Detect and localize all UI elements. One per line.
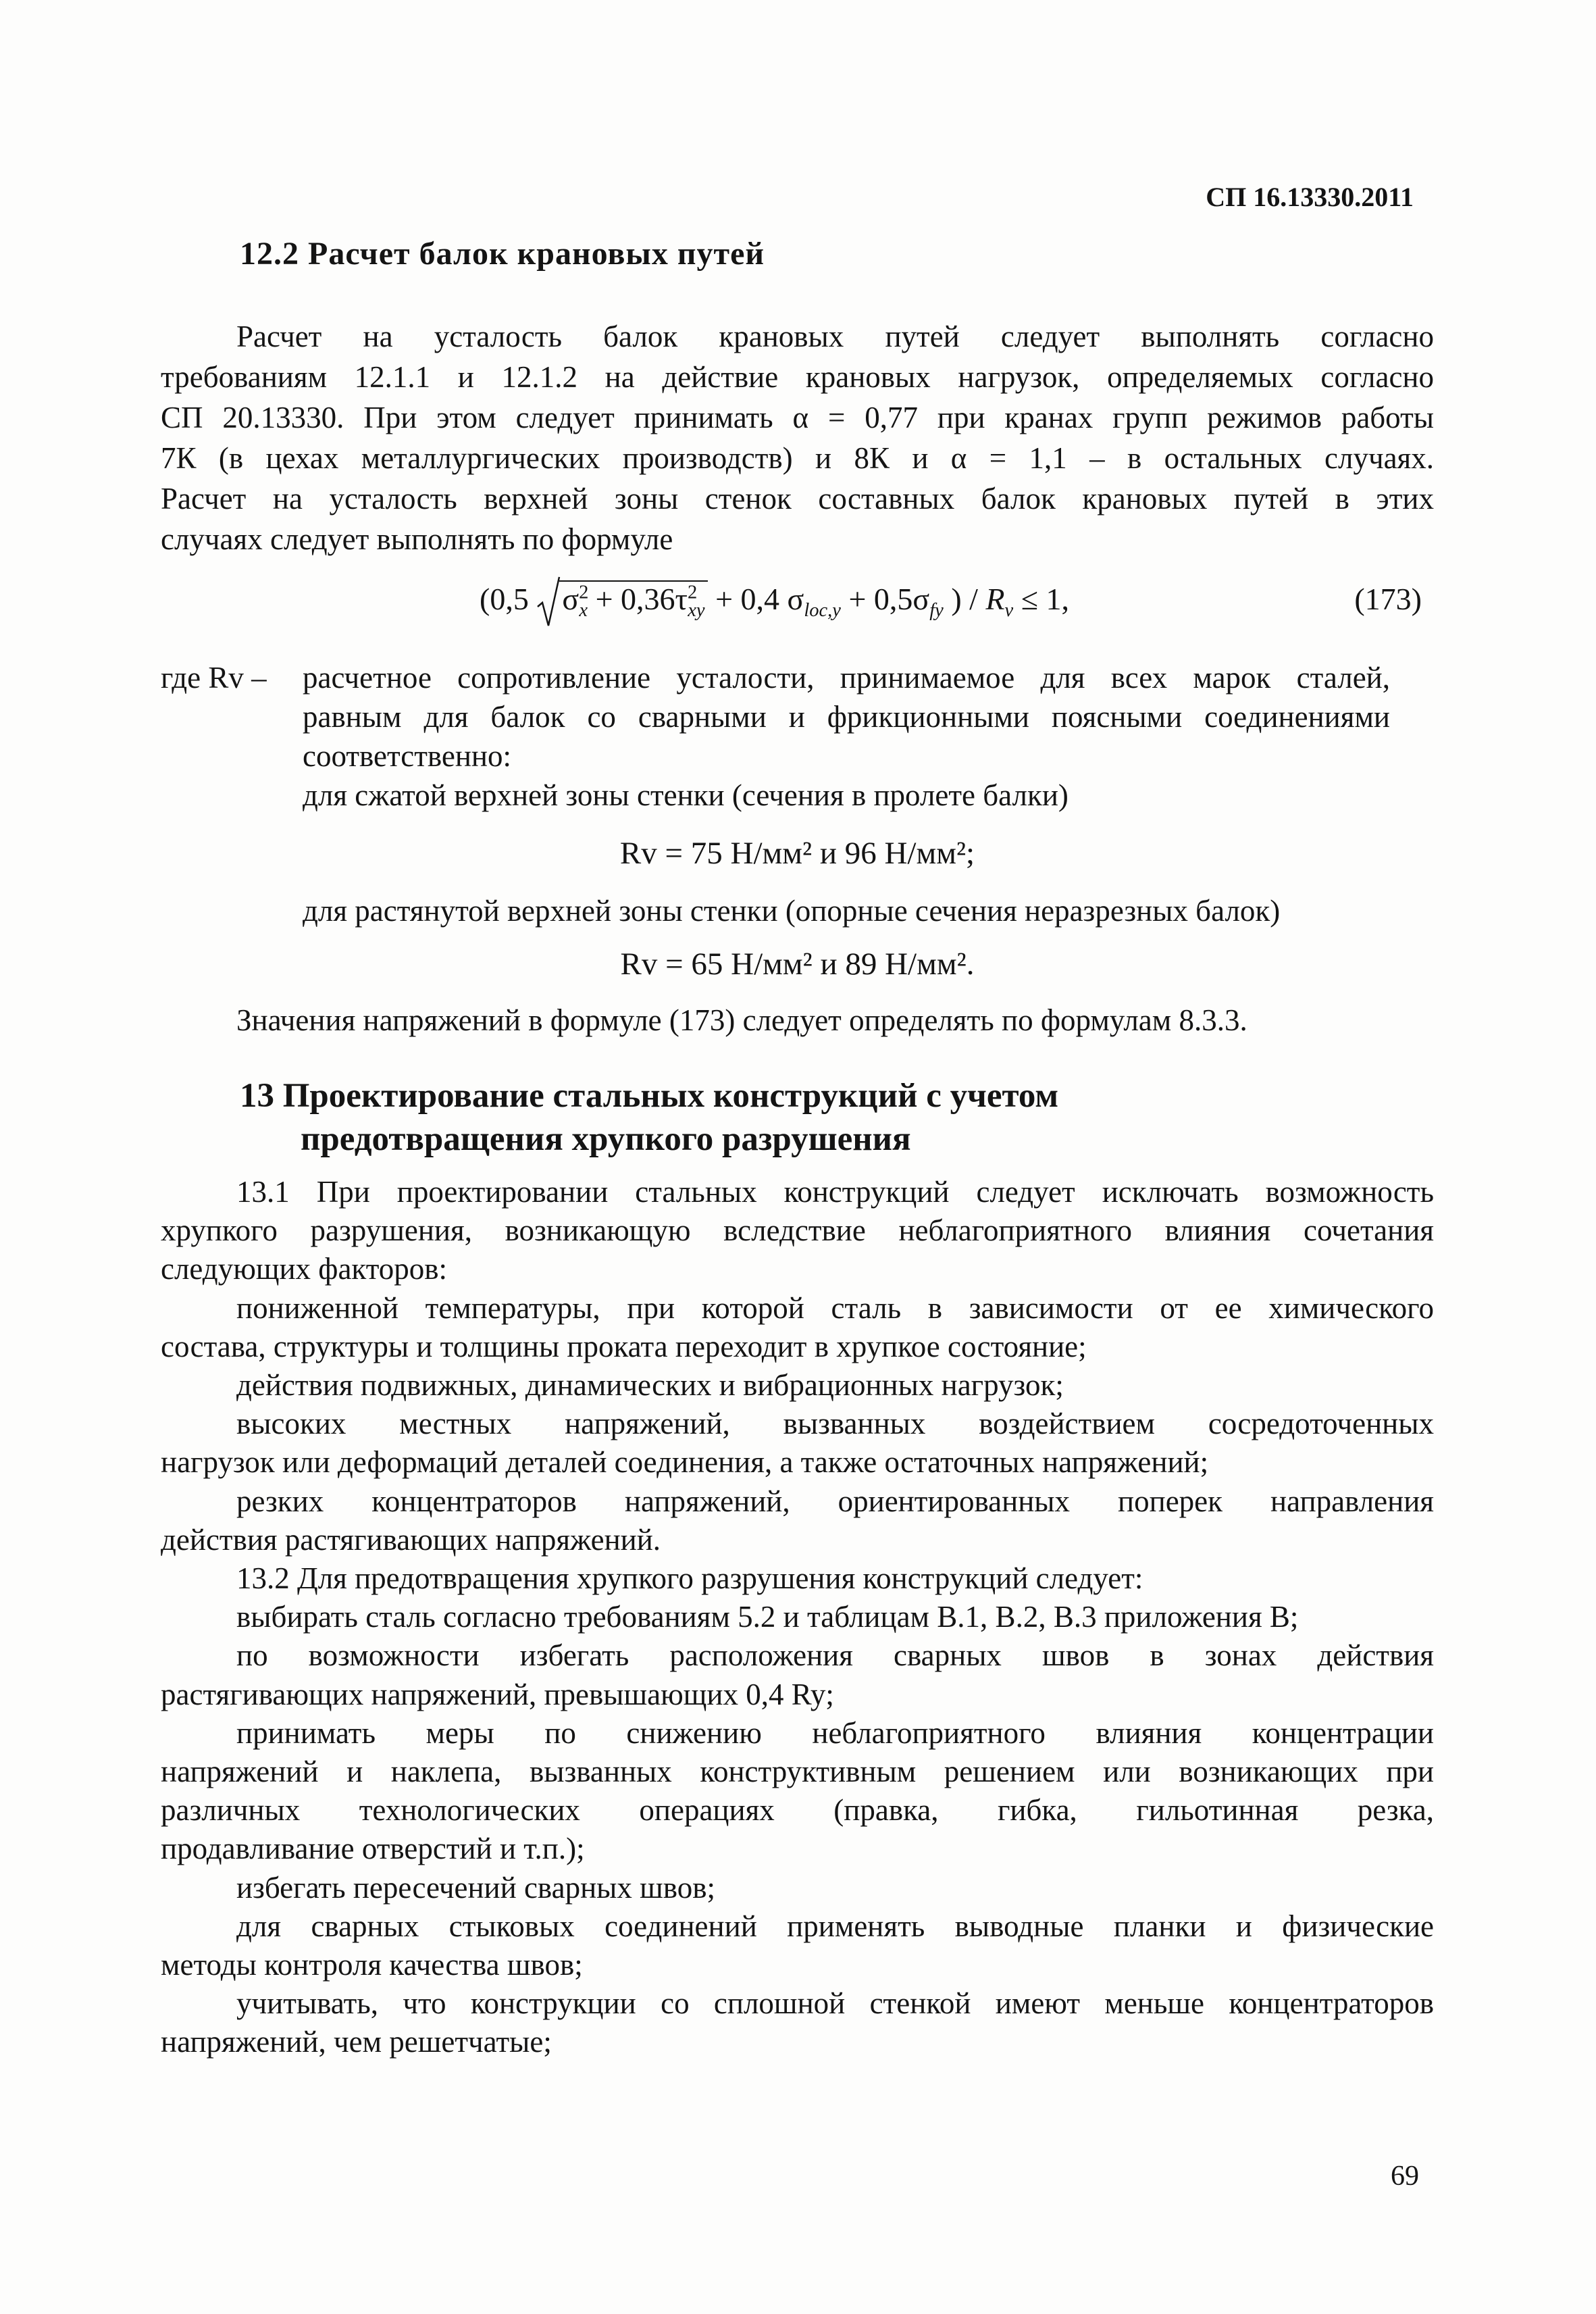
text-line: равным для балок со сварными и фрикционными поясными соединениями: [303, 700, 1390, 734]
text-line: требованиям 12.1.1 и 12.1.2 на действие крановых нагрузок, определяемых согласно: [161, 360, 1434, 394]
square-root: $\sigma^2_x + 0,36\tau^2_{xy}$: [536, 581, 707, 622]
document-code: СП 16.13330.2011: [1206, 182, 1414, 212]
text-line: выбирать сталь согласно требованиям 5.2 и таблицам В.1, В.2, В.3 приложения В;: [236, 1600, 1299, 1634]
text-line: учитывать, что конструкции со сплошной стенкой имеют меньше концентраторов: [236, 1986, 1434, 2021]
page-number: 69: [1391, 2161, 1419, 2192]
closing-sentence: Значения напряжений в формуле (173) следует определять по формулам 8.3.3.: [236, 1003, 1247, 1037]
where-lead: где Rv –: [161, 661, 267, 695]
text-line: нагрузок или деформаций деталей соединения, а также остаточных напряжений;: [161, 1445, 1209, 1480]
text-line: методы контроля качества швов;: [161, 1948, 583, 1982]
tensioned-zone-label: для растянутой верхней зоны стенки (опорные сечения неразрезных балок): [303, 894, 1281, 928]
text-line: хрупкого разрушения, возникающую вследствие неблагоприятного влияния сочетания: [161, 1213, 1434, 1248]
formula-173: (0,5 $\sigma^2_x + 0,36\tau^2_{xy} + 0,4$ $\sigma_{loc,y} + 0,5\sigma_{fy}$ ) / $R_v \le 1$,: [480, 581, 1069, 622]
text-line: 13.2 Для предотвращения хрупкого разрушения конструкций следует:: [236, 1561, 1143, 1596]
text-line: случаях следует выполнять по формуле: [161, 522, 673, 556]
text-line: СП 20.13330. При этом следует принимать α = 0,77 при кранах групп режимов работы: [161, 401, 1434, 434]
text-line: соответственно:: [303, 739, 511, 773]
text-line: напряжений и наклепа, вызванных конструктивным решением или возникающих при: [161, 1755, 1434, 1789]
text-line: 7К (в цехах металлургических производств) и 8К и α = 1,1 – в остальных случаях.: [161, 441, 1434, 475]
tensioned-zone-value: Rv = 65 Н/мм² и 89 Н/мм².: [620, 947, 975, 982]
text-line: растягивающих напряжений, превышающих 0,4 Ry;: [161, 1677, 834, 1711]
text-line: различных технологических операциях (правка, гибка, гильотинная резка,: [161, 1793, 1434, 1828]
section-12-2-title: 12.2 Расчет балок крановых путей: [240, 236, 765, 272]
section-13-body: [161, 1173, 1434, 2062]
section-12-2-paragraph: [161, 316, 1434, 559]
text-line: действия растягивающих напряжений.: [161, 1522, 661, 1557]
formula-number: (173): [1354, 582, 1422, 616]
section-13-title-line: 13 Проектирование стальных конструкций с учетом: [240, 1077, 1059, 1115]
text-line: расчетное сопротивление усталости, принимаемое для всех марок сталей,: [303, 661, 1390, 695]
text-line: принимать меры по снижению неблагоприятного влияния концентрации: [236, 1715, 1434, 1750]
section-13-title: [240, 1074, 1058, 1161]
text-line: 13.1 При проектировании стальных конструкций следует исключать возможность: [236, 1175, 1434, 1209]
text-line: для сварных стыковых соединений применять выводные планки и физические: [236, 1909, 1434, 1943]
text-line: Расчет на усталость верхней зоны стенок составных балок крановых путей в этих: [161, 482, 1434, 515]
text-line: Расчет на усталость балок крановых путей следует выполнять согласно: [236, 320, 1434, 353]
text-line: пониженной температуры, при которой сталь в зависимости от ее химического: [236, 1290, 1434, 1325]
compressed-zone-value: Rv = 75 Н/мм² и 96 Н/мм²;: [619, 836, 975, 871]
text-line: состава, структуры и толщины проката переходит в хрупкое состояние;: [161, 1329, 1087, 1363]
compressed-zone-label: для сжатой верхней зоны стенки (сечения в пролете балки): [303, 778, 1069, 812]
text-line: резких концентраторов напряжений, ориентированных поперек направления: [236, 1484, 1434, 1518]
text-line: напряжений, чем решетчатые;: [161, 2025, 552, 2059]
text-line: высоких местных напряжений, вызванных воздействием сосредоточенных: [236, 1407, 1434, 1441]
text-line: избегать пересечений сварных швов;: [236, 1870, 715, 1905]
text-line: действия подвижных, динамических и вибрационных нагрузок;: [236, 1368, 1064, 1403]
text-line: по возможности избегать расположения сварных швов в зонах действия: [236, 1638, 1434, 1673]
text-line: следующих факторов:: [161, 1252, 448, 1286]
text-line: продавливание отверстий и т.п.);: [161, 1832, 585, 1866]
section-13-title-line: предотвращения хрупкого разрушения: [301, 1120, 911, 1158]
radical-sign-icon: [536, 576, 561, 630]
